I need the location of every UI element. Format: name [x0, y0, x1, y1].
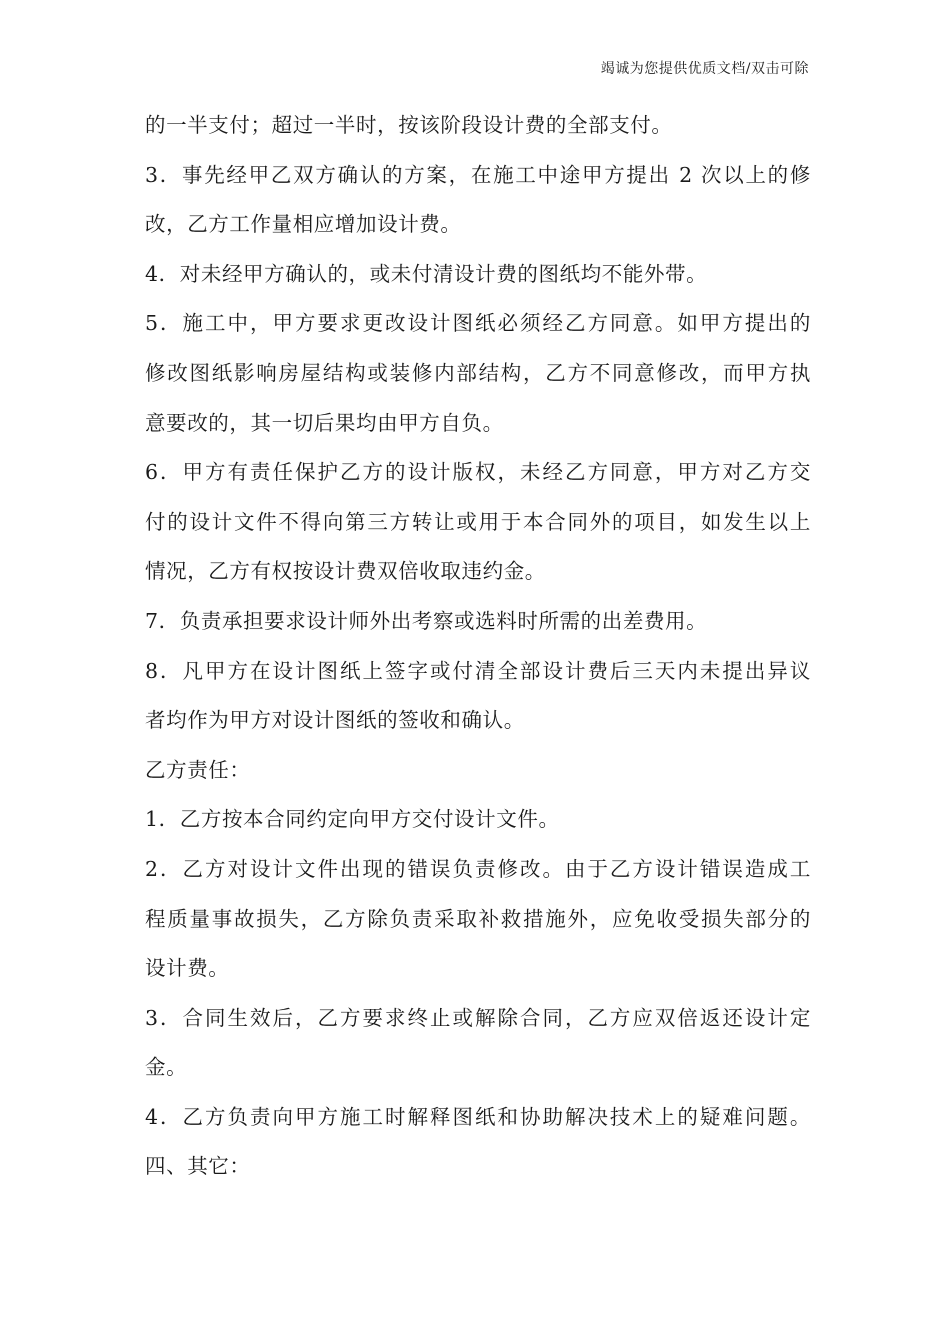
text-line: 6．甲方有责任保护乙方的设计版权，未经乙方同意，甲方对乙方交	[145, 460, 811, 485]
text-line: 7．负责承担要求设计师外出考察或选料时所需的出差费用。	[145, 608, 708, 633]
document-body	[145, 101, 811, 1192]
header-note: 竭诚为您提供优质文档/双击可除	[600, 61, 809, 77]
text-line: 改，乙方工作量相应增加设计费。	[145, 212, 462, 237]
text-line: 程质量事故损失，乙方除负责采取补救措施外，应免收受损失部分的	[145, 906, 811, 931]
text-line: 4．乙方负责向甲方施工时解释图纸和协助解决技术上的疑难问题。	[145, 1104, 811, 1129]
text-line: 设计费。	[145, 956, 230, 981]
section-heading: 四、其它：	[145, 1154, 251, 1179]
text-line: 3．合同生效后，乙方要求终止或解除合同，乙方应双倍返还设计定	[145, 1005, 811, 1030]
text-line: 的一半支付；超过一半时，按该阶段设计费的全部支付。	[145, 113, 673, 137]
text-line: 8．凡甲方在设计图纸上签字或付清全部设计费后三天内未提出异议	[145, 658, 811, 683]
text-line: 5．施工中，甲方要求更改设计图纸必须经乙方同意。如甲方提出的	[145, 311, 811, 336]
text-line: 2．乙方对设计文件出现的错误负责修改。由于乙方设计错误造成工	[145, 856, 811, 881]
text-line: 金。	[145, 1055, 188, 1080]
text-line: 3．事先经甲乙双方确认的方案，在施工中途甲方提出 2 次以上的修	[145, 162, 811, 187]
text-line: 者均作为甲方对设计图纸的签收和确认。	[145, 708, 525, 733]
text-line: 意要改的，其一切后果均由甲方自负。	[145, 410, 504, 435]
text-line: 修改图纸影响房屋结构或装修内部结构，乙方不同意修改，而甲方执	[145, 360, 811, 385]
text-line: 情况，乙方有权按设计费双倍收取违约金。	[145, 559, 546, 584]
text-line: 付的设计文件不得向第三方转让或用于本合同外的项目，如发生以上	[145, 509, 811, 534]
section-heading: 乙方责任：	[145, 757, 251, 782]
text-line: 1．乙方按本合同约定向甲方交付设计文件。	[145, 807, 560, 832]
text-line: 4．对未经甲方确认的，或未付清设计费的图纸均不能外带。	[145, 261, 708, 286]
